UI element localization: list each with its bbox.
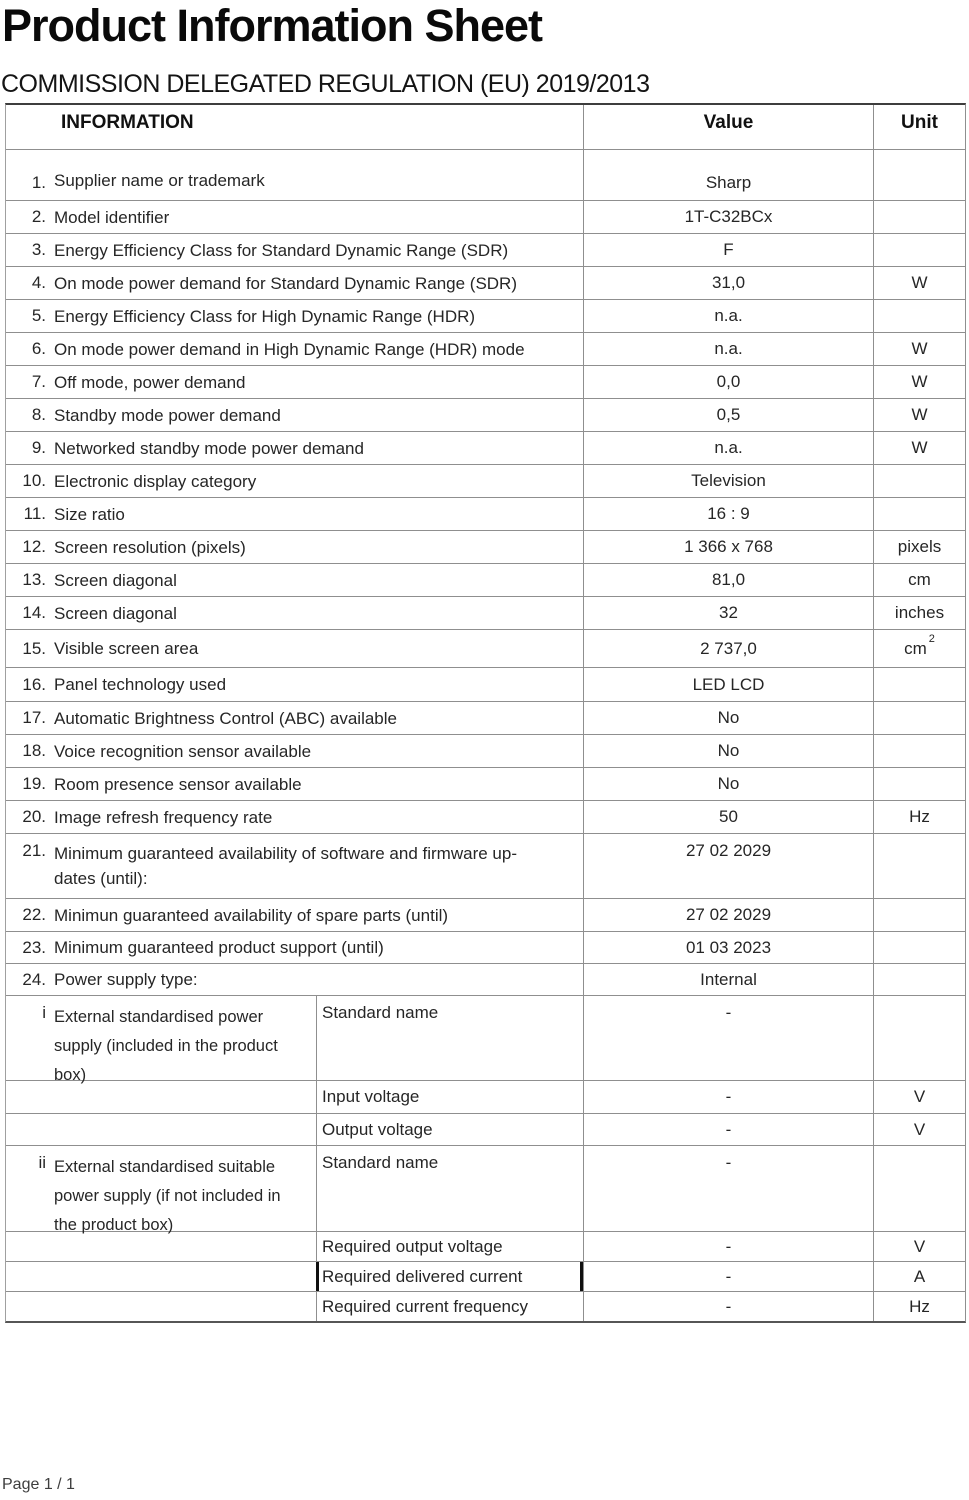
- value-text: -: [725, 1296, 732, 1316]
- row-number: 9.: [31, 438, 46, 457]
- unit-cell: [873, 597, 965, 629]
- row-number: 6.: [31, 339, 46, 358]
- unit-cell: [873, 267, 965, 299]
- info-cell: [6, 465, 583, 497]
- info-cell: [6, 702, 583, 734]
- table-row: [6, 1080, 965, 1113]
- table-row: [6, 995, 965, 1084]
- row-label: [54, 1153, 281, 1240]
- info-cell: [6, 498, 583, 530]
- value-cell: [583, 564, 873, 596]
- row-label: [54, 535, 246, 560]
- value-cell: [583, 432, 873, 464]
- unit-cell: [873, 801, 965, 833]
- row-label: [54, 805, 272, 830]
- info-cell: [6, 768, 583, 800]
- page-subtitle: COMMISSION DELEGATED REGULATION (EU) 2019/2013: [1, 70, 650, 98]
- info-cell: [6, 234, 583, 266]
- unit-cell: [873, 964, 965, 995]
- unit-cell: [873, 834, 965, 898]
- row-label-line: Size ratio: [54, 504, 125, 524]
- unit-text: pixels: [897, 537, 942, 556]
- unit-text: W: [911, 372, 928, 391]
- row-number: 5.: [31, 306, 46, 325]
- unit-cell: [873, 1292, 965, 1321]
- table-row: [6, 200, 965, 233]
- value-text: Television: [691, 471, 766, 490]
- sub-label: Required output voltage: [322, 1236, 503, 1256]
- info-cell: [6, 668, 583, 701]
- row-label-line: Automatic Brightness Control (ABC) available: [54, 708, 397, 728]
- unit-superscript: 2: [928, 632, 935, 645]
- info-cell: [6, 1292, 316, 1321]
- value-cell: [583, 465, 873, 497]
- unit-text: cm: [908, 570, 931, 589]
- info-cell: [6, 1081, 316, 1113]
- row-label: [54, 672, 226, 697]
- row-label: [54, 238, 508, 263]
- row-label: [54, 903, 448, 928]
- unit-cell: [873, 300, 965, 332]
- column-header-unit: Unit: [873, 105, 965, 149]
- value-cell: [583, 1232, 873, 1261]
- row-label-line: Off mode, power demand: [54, 372, 246, 392]
- info-cell: [6, 899, 583, 931]
- unit-cell: [873, 1081, 965, 1113]
- value-cell: [583, 267, 873, 299]
- value-cell: [583, 702, 873, 734]
- unit-text: V: [913, 1087, 926, 1106]
- info-cell: [6, 932, 583, 963]
- value-text: -: [725, 1153, 732, 1172]
- info-cell: [6, 300, 583, 332]
- value-cell: [583, 1114, 873, 1145]
- table-row: [6, 149, 965, 200]
- row-label-line: External standardised suitable: [54, 1158, 276, 1176]
- unit-cell: [873, 630, 965, 667]
- row-number: 23.: [22, 937, 46, 957]
- sub-label: Required current frequency: [322, 1296, 529, 1316]
- value-cell: [583, 201, 873, 233]
- sub-label-cell: [316, 1292, 583, 1321]
- sub-label: Standard name: [322, 1003, 439, 1022]
- info-cell: [6, 1262, 316, 1291]
- row-number: 12.: [22, 537, 46, 556]
- row-label-line: On mode power demand for Standard Dynamic Range (SDR): [54, 273, 517, 293]
- row-number: ii: [38, 1153, 46, 1172]
- row-label-line: Panel technology used: [54, 675, 227, 694]
- table-row: [6, 931, 965, 963]
- table-row: [6, 898, 965, 931]
- unit-cell: [873, 702, 965, 734]
- value-text: 2 737,0: [700, 638, 757, 658]
- info-cell: [6, 1232, 316, 1261]
- row-number: 21.: [22, 841, 46, 860]
- unit-cell: [873, 399, 965, 431]
- value-cell: [583, 1146, 873, 1231]
- row-label-line: box): [54, 1066, 87, 1084]
- row-label-line: Screen resolution (pixels): [54, 537, 246, 557]
- value-cell: [583, 964, 873, 995]
- table-row: [6, 833, 965, 898]
- row-number: 19.: [22, 774, 46, 793]
- row-label: [54, 772, 302, 797]
- sub-label: Standard name: [322, 1153, 439, 1172]
- info-cell: [6, 432, 583, 464]
- table-row: [6, 701, 965, 734]
- row-label: [54, 1003, 278, 1090]
- info-cell: [6, 150, 583, 200]
- row-label-line: Voice recognition sensor available: [54, 741, 312, 761]
- unit-cell: [873, 1232, 965, 1261]
- info-cell: [6, 564, 583, 596]
- row-number: 18.: [22, 741, 46, 760]
- row-label-line: Supplier name or trademark: [54, 171, 265, 190]
- row-number: 8.: [31, 405, 46, 424]
- value-text: 0,5: [716, 405, 741, 424]
- row-number: 2.: [31, 207, 46, 226]
- row-label: [54, 370, 246, 395]
- value-text: n.a.: [714, 306, 743, 325]
- value-text: No: [717, 774, 740, 793]
- row-label: [54, 841, 517, 891]
- value-cell: [583, 834, 873, 898]
- table-row: [6, 266, 965, 299]
- value-text: -: [725, 1236, 732, 1256]
- value-cell: [583, 899, 873, 931]
- table-row: [6, 667, 965, 701]
- row-label: [54, 304, 475, 329]
- unit-cell: [873, 498, 965, 530]
- sub-label: Output voltage: [322, 1119, 433, 1139]
- unit-text: W: [911, 273, 928, 292]
- row-label: [54, 403, 281, 428]
- unit-cell: [873, 366, 965, 398]
- row-label: [54, 502, 125, 527]
- row-label-line: Networked standby mode power demand: [54, 438, 364, 458]
- row-number: 17.: [22, 708, 46, 727]
- value-cell: [583, 399, 873, 431]
- row-label: [54, 568, 177, 593]
- value-text: 50: [719, 807, 738, 826]
- unit-text: W: [911, 339, 928, 358]
- row-number: 7.: [31, 372, 46, 391]
- sub-label-cell: [316, 1081, 583, 1113]
- unit-cell: [873, 432, 965, 464]
- value-text: n.a.: [714, 339, 743, 358]
- row-number: 20.: [22, 807, 46, 826]
- info-cell: [6, 630, 583, 667]
- row-label-line: Room presence sensor available: [54, 774, 302, 794]
- value-cell: [583, 234, 873, 266]
- sub-label: Required delivered current: [322, 1266, 523, 1286]
- value-cell: [583, 366, 873, 398]
- column-header-value: Value: [583, 105, 873, 149]
- table-header-row: [6, 105, 965, 149]
- value-cell: [583, 333, 873, 365]
- table-row: [6, 464, 965, 497]
- value-cell: [583, 932, 873, 963]
- row-number: 13.: [22, 570, 46, 589]
- unit-cell: [873, 531, 965, 563]
- value-cell: [583, 498, 873, 530]
- row-label: [54, 706, 397, 731]
- info-cell: [6, 735, 583, 767]
- value-text: -: [725, 1087, 732, 1106]
- info-cell: [6, 834, 583, 898]
- row-label-line: Energy Efficiency Class for High Dynamic Range (HDR): [54, 306, 476, 326]
- row-label: [54, 935, 384, 960]
- row-label-line: Energy Efficiency Class for Standard Dynamic Range (SDR): [54, 240, 509, 260]
- table-row: [6, 767, 965, 800]
- table-row: [6, 530, 965, 563]
- info-cell: [6, 964, 583, 995]
- row-label-line: Visible screen area: [54, 639, 199, 658]
- info-cell: [6, 201, 583, 233]
- table-row: [6, 596, 965, 629]
- value-text: 01 03 2023: [685, 937, 772, 957]
- info-cell: [6, 597, 583, 629]
- row-label-line: Minimun guaranteed availability of spare parts (until): [54, 905, 449, 925]
- value-cell: [583, 768, 873, 800]
- product-information-table: [5, 103, 966, 1323]
- row-label-line: External standardised power: [54, 1008, 264, 1026]
- unit-text: W: [911, 438, 928, 457]
- value-cell: [583, 1262, 873, 1291]
- info-cell: [6, 399, 583, 431]
- value-cell: [583, 597, 873, 629]
- unit-cell: [873, 899, 965, 931]
- table-row: [6, 563, 965, 596]
- info-cell: [6, 267, 583, 299]
- table-row: [6, 431, 965, 464]
- value-text: 31,0: [711, 273, 746, 292]
- row-label: [54, 967, 198, 992]
- unit-cell: [873, 996, 965, 1080]
- value-text: -: [725, 1119, 732, 1139]
- info-cell: [6, 996, 316, 1084]
- value-cell: [583, 668, 873, 701]
- row-label: [54, 636, 198, 661]
- row-label-line: supply (included in the product: [54, 1037, 278, 1055]
- row-label-line: the product box): [54, 1216, 174, 1234]
- value-text: 32: [719, 603, 738, 622]
- unit-cell: [873, 932, 965, 963]
- row-label-line: dates (until):: [54, 869, 148, 888]
- row-label: [54, 337, 525, 362]
- sub-label-cell: [316, 996, 583, 1080]
- row-number: 4.: [31, 273, 46, 292]
- unit-text: V: [913, 1119, 926, 1139]
- row-label: [54, 436, 364, 461]
- value-cell: [583, 630, 873, 667]
- table-row: [6, 629, 965, 667]
- table-row: [6, 963, 965, 995]
- value-cell: [583, 150, 873, 200]
- table-row: [6, 1291, 965, 1321]
- sub-label-cell: [316, 1262, 583, 1291]
- row-label: [54, 739, 311, 764]
- row-label: [54, 205, 169, 230]
- table-row: [6, 365, 965, 398]
- row-label: [54, 469, 256, 494]
- table-row: [6, 1113, 965, 1145]
- info-cell: [6, 366, 583, 398]
- value-text: -: [725, 1266, 732, 1286]
- value-text: 1T-C32BCx: [684, 207, 773, 226]
- row-number: 24.: [22, 969, 46, 989]
- value-text: F: [723, 240, 734, 259]
- row-label-line: Screen diagonal: [54, 570, 177, 590]
- table-row: [6, 1261, 965, 1291]
- sub-label: Input voltage: [322, 1087, 420, 1106]
- row-number: 10.: [22, 471, 46, 490]
- table-rows: [6, 149, 965, 1321]
- row-number: 15.: [22, 638, 46, 658]
- unit-cell: [873, 465, 965, 497]
- unit-cell: [873, 564, 965, 596]
- value-cell: [583, 300, 873, 332]
- value-cell: [583, 1292, 873, 1321]
- unit-cell: [873, 201, 965, 233]
- info-cell: [6, 531, 583, 563]
- table-row: [6, 497, 965, 530]
- table-row: [6, 1231, 965, 1261]
- value-text: 27 02 2029: [685, 841, 772, 860]
- value-text: Internal: [700, 969, 757, 989]
- sub-label-cell: [316, 1114, 583, 1145]
- row-number: 22.: [22, 905, 46, 924]
- row-number: 14.: [22, 603, 46, 622]
- sub-label-cell: [316, 1232, 583, 1261]
- value-text: 81,0: [711, 570, 746, 589]
- table-row: [6, 398, 965, 431]
- page-title: Product Information Sheet: [2, 0, 543, 51]
- value-text: -: [725, 1003, 732, 1022]
- value-text: No: [717, 708, 740, 727]
- value-text: 0,0: [716, 372, 741, 391]
- table-row: [6, 233, 965, 266]
- info-cell: [6, 801, 583, 833]
- row-label: [54, 601, 177, 626]
- value-cell: [583, 1081, 873, 1113]
- table-row: [6, 800, 965, 833]
- table-row: [6, 1145, 965, 1234]
- unit-cell: [873, 1146, 965, 1231]
- unit-cell: [873, 333, 965, 365]
- unit-cell: [873, 735, 965, 767]
- row-label-line: Minimum guaranteed product support (until): [54, 938, 384, 957]
- row-number: 3.: [31, 240, 46, 259]
- row-label-line: Standby mode power demand: [54, 405, 281, 425]
- row-label-line: Power supply type:: [54, 970, 198, 989]
- table-row: [6, 299, 965, 332]
- value-text: 1 366 x 768: [684, 537, 773, 556]
- row-label-line: Screen diagonal: [54, 603, 177, 623]
- unit-text: Hz: [909, 807, 930, 826]
- row-label-line: On mode power demand in High Dynamic Range (HDR) mode: [54, 339, 525, 359]
- unit-text: inches: [894, 603, 945, 622]
- row-label-line: Model identifier: [54, 207, 170, 227]
- value-text: 16 : 9: [707, 504, 750, 523]
- page-number: Page 1 / 1: [2, 1476, 75, 1493]
- unit-text: V: [913, 1236, 926, 1256]
- row-number: 11.: [23, 504, 46, 523]
- row-label: [54, 271, 517, 296]
- table-row: [6, 734, 965, 767]
- column-header-information: INFORMATION: [61, 112, 194, 133]
- value-text: n.a.: [714, 438, 743, 457]
- value-cell: [583, 735, 873, 767]
- unit-text: W: [911, 405, 928, 424]
- value-text: Sharp: [705, 173, 752, 192]
- row-label-line: power supply (if not included in: [54, 1187, 281, 1205]
- value-text: LED LCD: [692, 674, 765, 694]
- info-cell: [6, 333, 583, 365]
- unit-cell: [873, 234, 965, 266]
- row-number: 1.: [31, 173, 46, 192]
- sub-label-cell: [316, 1146, 583, 1231]
- row-label-line: Electronic display category: [54, 471, 257, 491]
- unit-text: cm: [904, 638, 927, 658]
- row-number: i: [42, 1003, 46, 1022]
- value-cell: [583, 531, 873, 563]
- unit-cell: [873, 768, 965, 800]
- value-cell: [583, 801, 873, 833]
- row-label: [54, 168, 265, 193]
- row-label-line: Minimum guaranteed availability of software and firmware up-: [54, 844, 517, 863]
- unit-cell: [873, 150, 965, 200]
- row-number: 16.: [22, 674, 46, 694]
- row-label-line: Image refresh frequency rate: [54, 807, 273, 827]
- table-row: [6, 332, 965, 365]
- unit-text: Hz: [909, 1296, 930, 1316]
- unit-cell: [873, 1114, 965, 1145]
- unit-cell: [873, 1262, 965, 1291]
- unit-cell: [873, 668, 965, 701]
- info-cell: [6, 1114, 316, 1145]
- info-cell: [6, 1146, 316, 1234]
- unit-text: A: [913, 1266, 926, 1286]
- value-cell: [583, 996, 873, 1080]
- value-text: No: [717, 741, 740, 760]
- value-text: 27 02 2029: [685, 905, 772, 924]
